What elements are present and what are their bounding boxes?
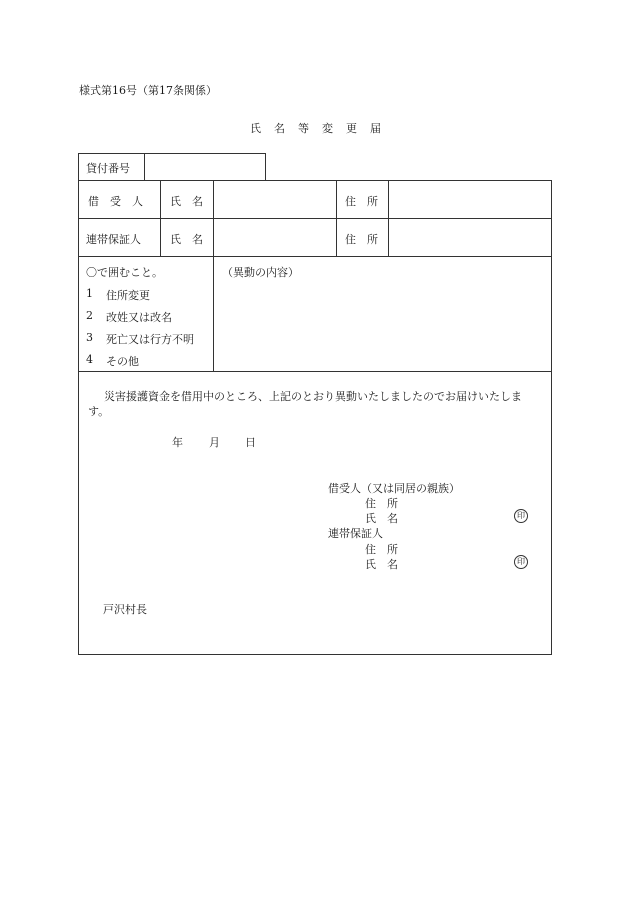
guarantor-address-label: 住 所 — [345, 233, 378, 246]
option-number: 1 — [86, 287, 93, 300]
change-instruction: 〇で囲むこと。 — [86, 266, 163, 279]
option-number: 4 — [86, 353, 93, 366]
seal-icon: 印 — [514, 509, 528, 523]
loan-number-label: 貸付番号 — [86, 162, 130, 175]
signature-address-label: 住 所 — [365, 497, 398, 510]
borrower-signature-label: 借受人（又は同居の親族） — [328, 482, 460, 495]
guarantor-name-label: 氏 名 — [170, 233, 203, 246]
statement-text: 災害援護資金を借用中のところ、上記のとおり異動いたしましたのでお届けいたしま — [104, 390, 522, 403]
option-number: 2 — [86, 309, 93, 322]
option-number: 3 — [86, 331, 93, 344]
addressee: 戸沢村長 — [103, 603, 147, 616]
guarantor-signature-label: 連帯保証人 — [328, 527, 383, 540]
page-title: 氏 名 等 変 更 届 — [250, 122, 382, 135]
statement-text-cont: す。 — [88, 405, 110, 418]
signature-name-label: 氏 名 — [365, 558, 398, 571]
option-death-missing[interactable]: 死亡又は行方不明 — [106, 333, 194, 346]
date-month: 月 — [209, 436, 220, 449]
guarantor-label: 連帯保証人 — [86, 233, 141, 246]
borrower-label: 借 受 人 — [88, 195, 143, 208]
date-year: 年 — [172, 436, 183, 449]
borrower-address-label: 住 所 — [345, 195, 378, 208]
change-details-label: （異動の内容） — [222, 266, 299, 279]
signature-address-label: 住 所 — [365, 543, 398, 556]
option-name-change[interactable]: 改姓又は改名 — [106, 311, 172, 324]
option-address-change[interactable]: 住所変更 — [106, 289, 150, 302]
seal-icon: 印 — [514, 555, 528, 569]
date-day: 日 — [245, 436, 256, 449]
form-number: 様式第16号（第17条関係） — [79, 84, 217, 97]
signature-name-label: 氏 名 — [365, 512, 398, 525]
option-other[interactable]: その他 — [106, 355, 139, 368]
borrower-name-label: 氏 名 — [170, 195, 203, 208]
